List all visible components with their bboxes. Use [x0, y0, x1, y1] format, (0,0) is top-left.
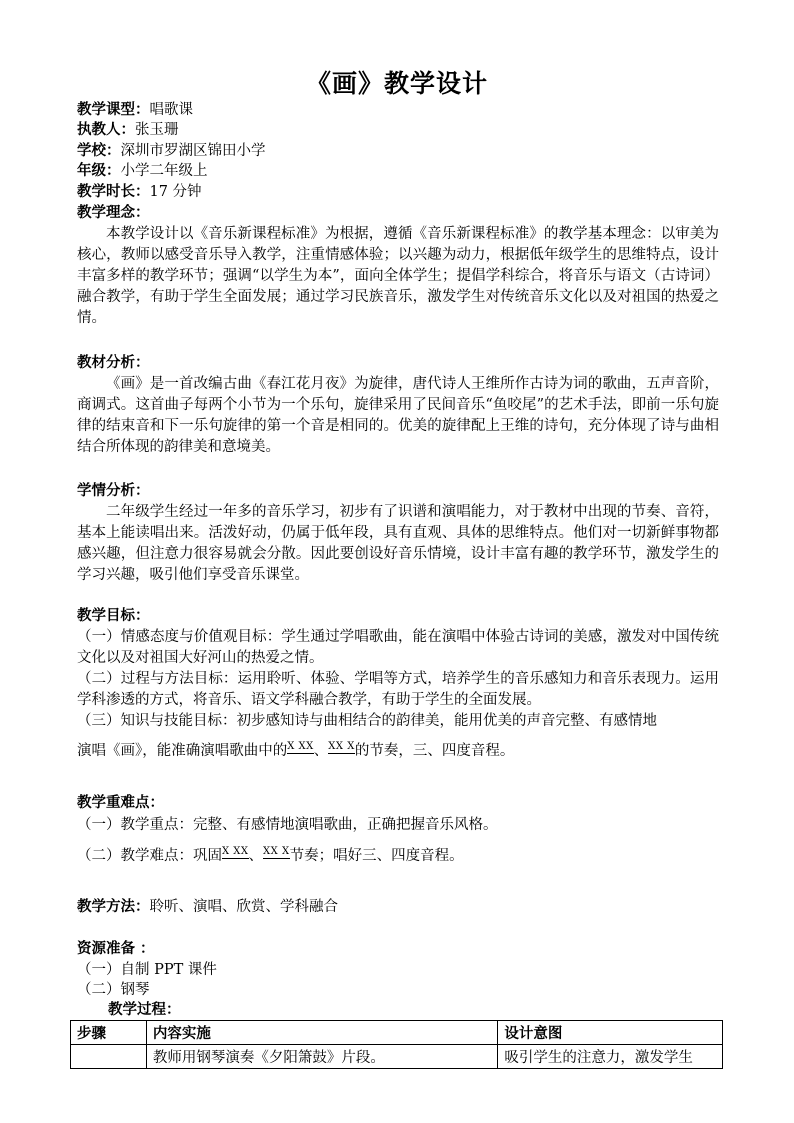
key-point: （一）教学重点：完整、有感情地演唱歌曲，正确把握音乐风格。	[77, 817, 498, 833]
difficulty-text-post: 节奏；唱好三、四度音程。	[289, 848, 464, 864]
goal-emotion: （一）情感态度与价值观目标：学生通过学唱歌曲，能在演唱中体验古诗词的美感，激发对中国传统文化以及对祖国大好河山的热爱之情。	[77, 629, 719, 666]
goal-skill-line1: （三）知识与技能目标：初步感知诗与曲相结合的韵律美，能用优美的声音完整、有感情地	[77, 713, 657, 729]
goals-label: 教学目标：	[77, 607, 150, 624]
resource-item-piano: （二）钢琴	[77, 982, 150, 998]
duration-line	[77, 182, 202, 202]
table-header-row	[71, 1021, 723, 1045]
students-paragraph: 二年级学生经过一年多的音乐学习，初步有了识谱和演唱能力，对于教材中出现的节奏、音符，基本上能读唱出来。活泼好动，仍属于低年段，具有直观、具体的思维特点。他们对一切新鲜事物都感兴趣，但注意力很容易就会分散。因此要创设好音乐情境，设计丰富有趣的教学环节，激发学生的学习兴趣，吸引他们享受音乐课堂。	[77, 504, 719, 583]
resources-label: 资源准备 ：	[77, 940, 155, 957]
rhythm-xx-x: XX X	[328, 741, 355, 752]
difficulty-point	[77, 846, 464, 866]
school-value: 深圳市罗湖区锦田小学	[120, 143, 266, 159]
difficulty-text-pre: （二）教学难点：巩固	[77, 848, 222, 864]
lesson-type-value: 唱歌课	[149, 102, 193, 118]
key-heading	[77, 793, 164, 813]
header-step: 步骤	[71, 1021, 147, 1045]
goal-process: （二）过程与方法目标：运用聆听、体验、学唱等方式，培养学生的音乐感知力和音乐表现力。运用学科渗透的方式，将音乐、语文学科融合教学，有助于学生的全面发展。	[77, 671, 719, 708]
school-label: 学校：	[77, 142, 121, 159]
separator: 、	[313, 743, 329, 759]
school-line	[77, 141, 266, 161]
duration-value: 17 分钟	[149, 184, 202, 200]
header-content: 内容实施	[146, 1021, 497, 1045]
methods-value: 聆听、演唱、欣赏、学科融合	[149, 899, 338, 915]
teacher-value: 张玉珊	[135, 122, 179, 138]
document-title: 《画》教学设计	[305, 69, 488, 98]
lesson-type-label: 教学课型：	[77, 101, 150, 118]
header-intent: 设计意图	[498, 1021, 723, 1045]
material-label: 教材分析：	[77, 354, 150, 371]
methods-line	[77, 897, 338, 917]
rhythm-xx-x: XX X	[263, 846, 290, 857]
goals-heading	[77, 606, 150, 626]
resource-item-ppt: （一）自制 PPT 课件	[77, 962, 217, 978]
concept-label: 教学理念：	[77, 204, 150, 221]
duration-label: 教学时长：	[77, 183, 150, 200]
resources-heading	[77, 939, 155, 959]
grade-value: 小学二年级上	[120, 163, 208, 179]
teacher-label: 执教人：	[77, 121, 135, 138]
methods-label: 教学方法：	[77, 898, 150, 915]
separator: 、	[248, 848, 264, 864]
goal-skill-line2	[77, 741, 514, 761]
concept-paragraph: 本教学设计以《音乐新课程标准》为根据，遵循《音乐新课程标准》的教学基本理念：以审美为核心，教师以感受音乐导入教学，注重情感体验；以兴趣为动力，根据低年级学生的思维特点，设计丰富多样的教学环节；强调“以学生为本”，面向全体学生；提倡学科综合，将音乐与语文（古诗词）融合教学，有助于学生全面发展；通过学习民族音乐，激发学生对传统音乐文化以及对祖国的热爱之情。	[77, 226, 719, 326]
grade-label: 年级：	[77, 162, 121, 179]
material-paragraph: 《画》是一首改编古曲《春江花月夜》为旋律，唐代诗人王维所作古诗为词的歌曲，五声音阶，商调式。这首曲子每两个小节为一个乐句，旋律采用了民间音乐“鱼咬尾”的艺术手法，即前一乐句旋律的结束音和下一乐句旋律的第一个音是相同的。优美的旋律配上王维的诗句，充分体现了诗与曲相结合所体现的韵律美和意境美。	[77, 376, 719, 455]
lesson-type-line	[77, 100, 193, 120]
students-label: 学情分析：	[77, 482, 150, 499]
rhythm-x-xx: X XX	[287, 741, 314, 752]
concept-heading	[77, 203, 150, 223]
grade-line	[77, 161, 208, 181]
cell-step	[71, 1045, 147, 1069]
key-label: 教学重难点：	[77, 794, 164, 811]
students-heading	[77, 481, 150, 501]
process-table	[70, 1020, 723, 1069]
table-row	[71, 1045, 723, 1069]
cell-intent: 吸引学生的注意力，激发学生	[498, 1045, 723, 1069]
goal-skill-text-post: 的节奏，三、四度音程。	[354, 743, 515, 759]
process-label: 教学过程：	[108, 1001, 181, 1018]
rhythm-x-xx: X XX	[222, 846, 249, 857]
cell-content: 教师用钢琴演奏《夕阳箫鼓》片段。	[146, 1045, 497, 1069]
material-heading	[77, 353, 150, 373]
process-heading	[108, 1000, 181, 1020]
goal-skill-text-pre: 演唱《画》，能准确演唱歌曲中的	[77, 743, 288, 759]
teacher-line	[77, 120, 179, 140]
